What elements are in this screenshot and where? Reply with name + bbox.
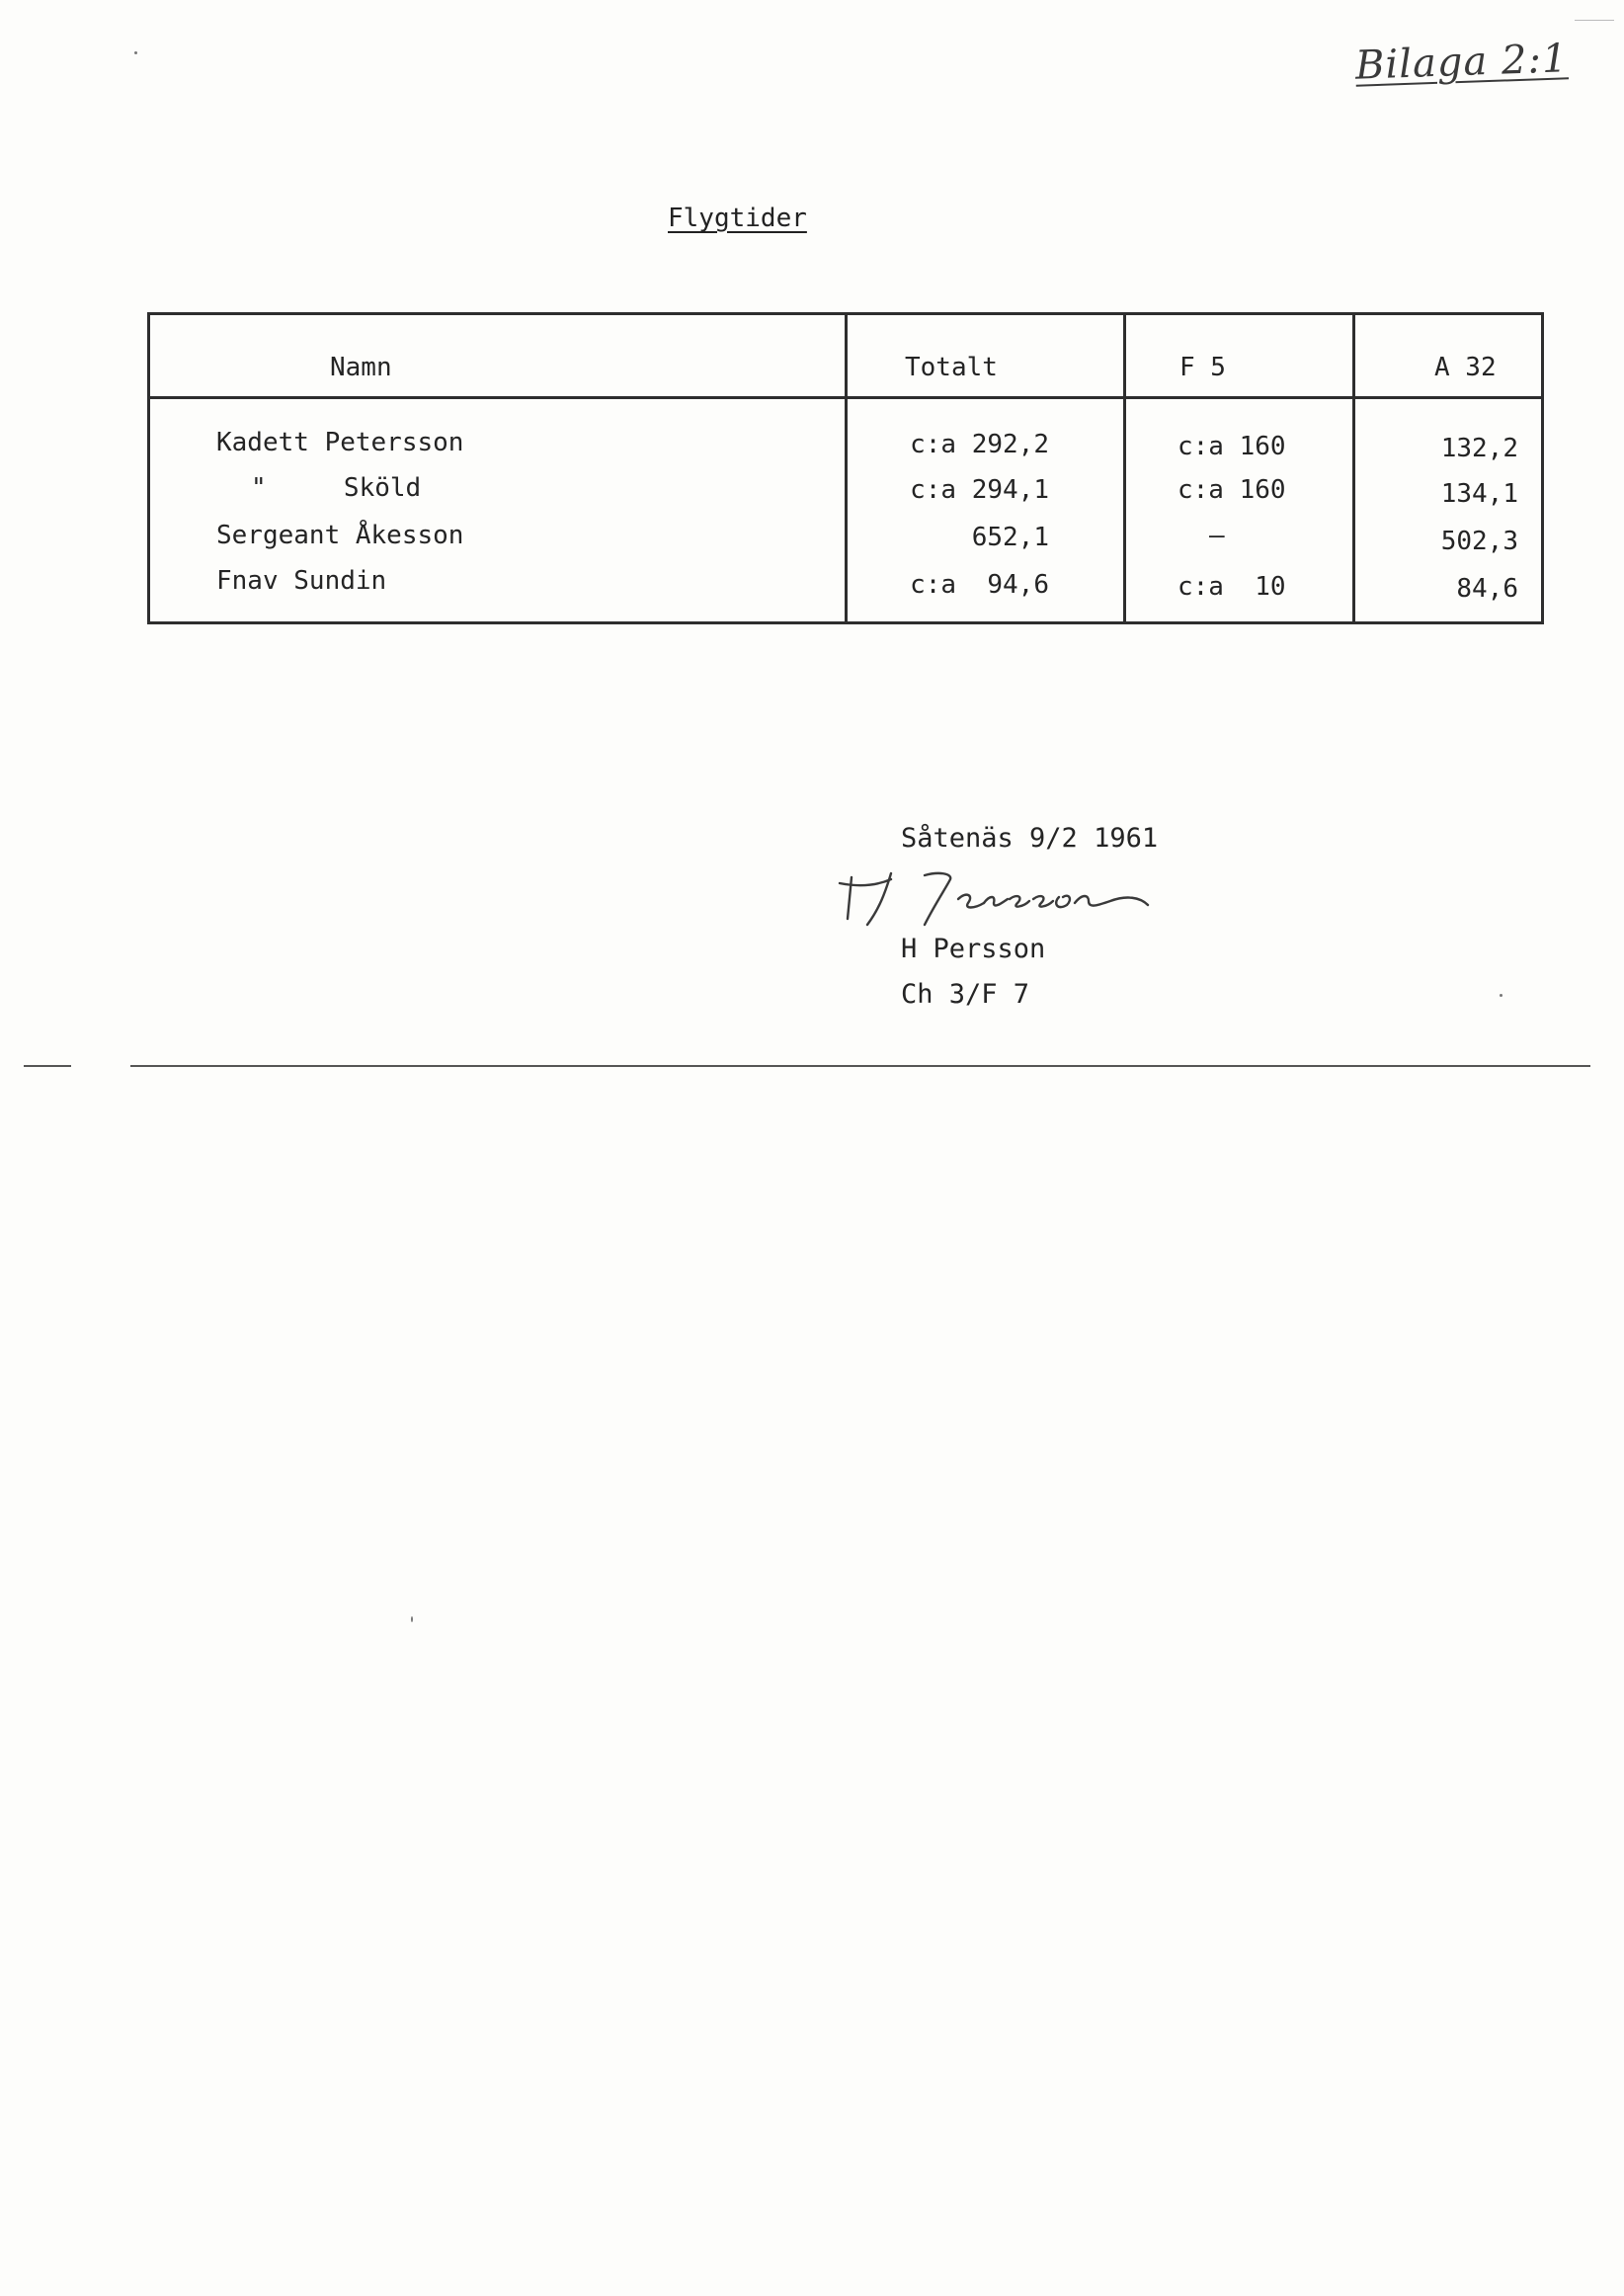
header-namn: Namn: [330, 353, 392, 382]
header-f5: F 5: [1179, 353, 1226, 382]
signatory-name: H Persson: [901, 934, 1046, 964]
row-4-f5: c:a 10: [1177, 572, 1286, 602]
scan-speck: [411, 1616, 413, 1622]
row-1-name: Kadett Petersson: [216, 428, 464, 457]
row-2-f5: c:a 160: [1177, 475, 1286, 505]
column-divider-2: [1123, 315, 1126, 621]
row-2-a32: 134,1: [1440, 479, 1518, 509]
row-4-a32: 84,6: [1456, 574, 1518, 604]
row-2-name: " Sköld: [251, 473, 422, 503]
row-3-totalt: 652,1: [971, 523, 1049, 552]
row-3-name: Sergeant Åkesson: [216, 521, 464, 550]
page-rule: [130, 1065, 1590, 1067]
scan-speck: [134, 51, 137, 54]
place-date: Såtenäs 9/2 1961: [901, 823, 1159, 854]
row-1-f5: c:a 160: [1177, 432, 1286, 461]
row-3-f5: —: [1209, 521, 1225, 550]
flight-times-table: [147, 312, 1544, 624]
handwritten-signature: [830, 865, 1166, 935]
row-4-name: Fnav Sundin: [216, 566, 387, 596]
column-divider-3: [1352, 315, 1355, 621]
row-1-a32: 132,2: [1440, 434, 1518, 463]
document-title: Flygtider: [668, 204, 807, 233]
row-1-totalt: c:a 292,2: [910, 430, 1049, 459]
header-totalt: Totalt: [905, 353, 998, 382]
row-3-a32: 502,3: [1440, 527, 1518, 556]
header-a32: A 32: [1434, 353, 1497, 382]
row-2-totalt: c:a 294,1: [910, 475, 1049, 505]
scan-speck: [1500, 994, 1502, 997]
column-divider-1: [845, 315, 848, 621]
signatory-title: Ch 3/F 7: [901, 979, 1030, 1010]
row-4-totalt: c:a 94,6: [910, 570, 1049, 600]
annex-handwritten-label: Bilaga 2:1: [1354, 36, 1570, 89]
scan-edge-mark: [1575, 20, 1614, 21]
page-rule-left: [24, 1065, 71, 1067]
